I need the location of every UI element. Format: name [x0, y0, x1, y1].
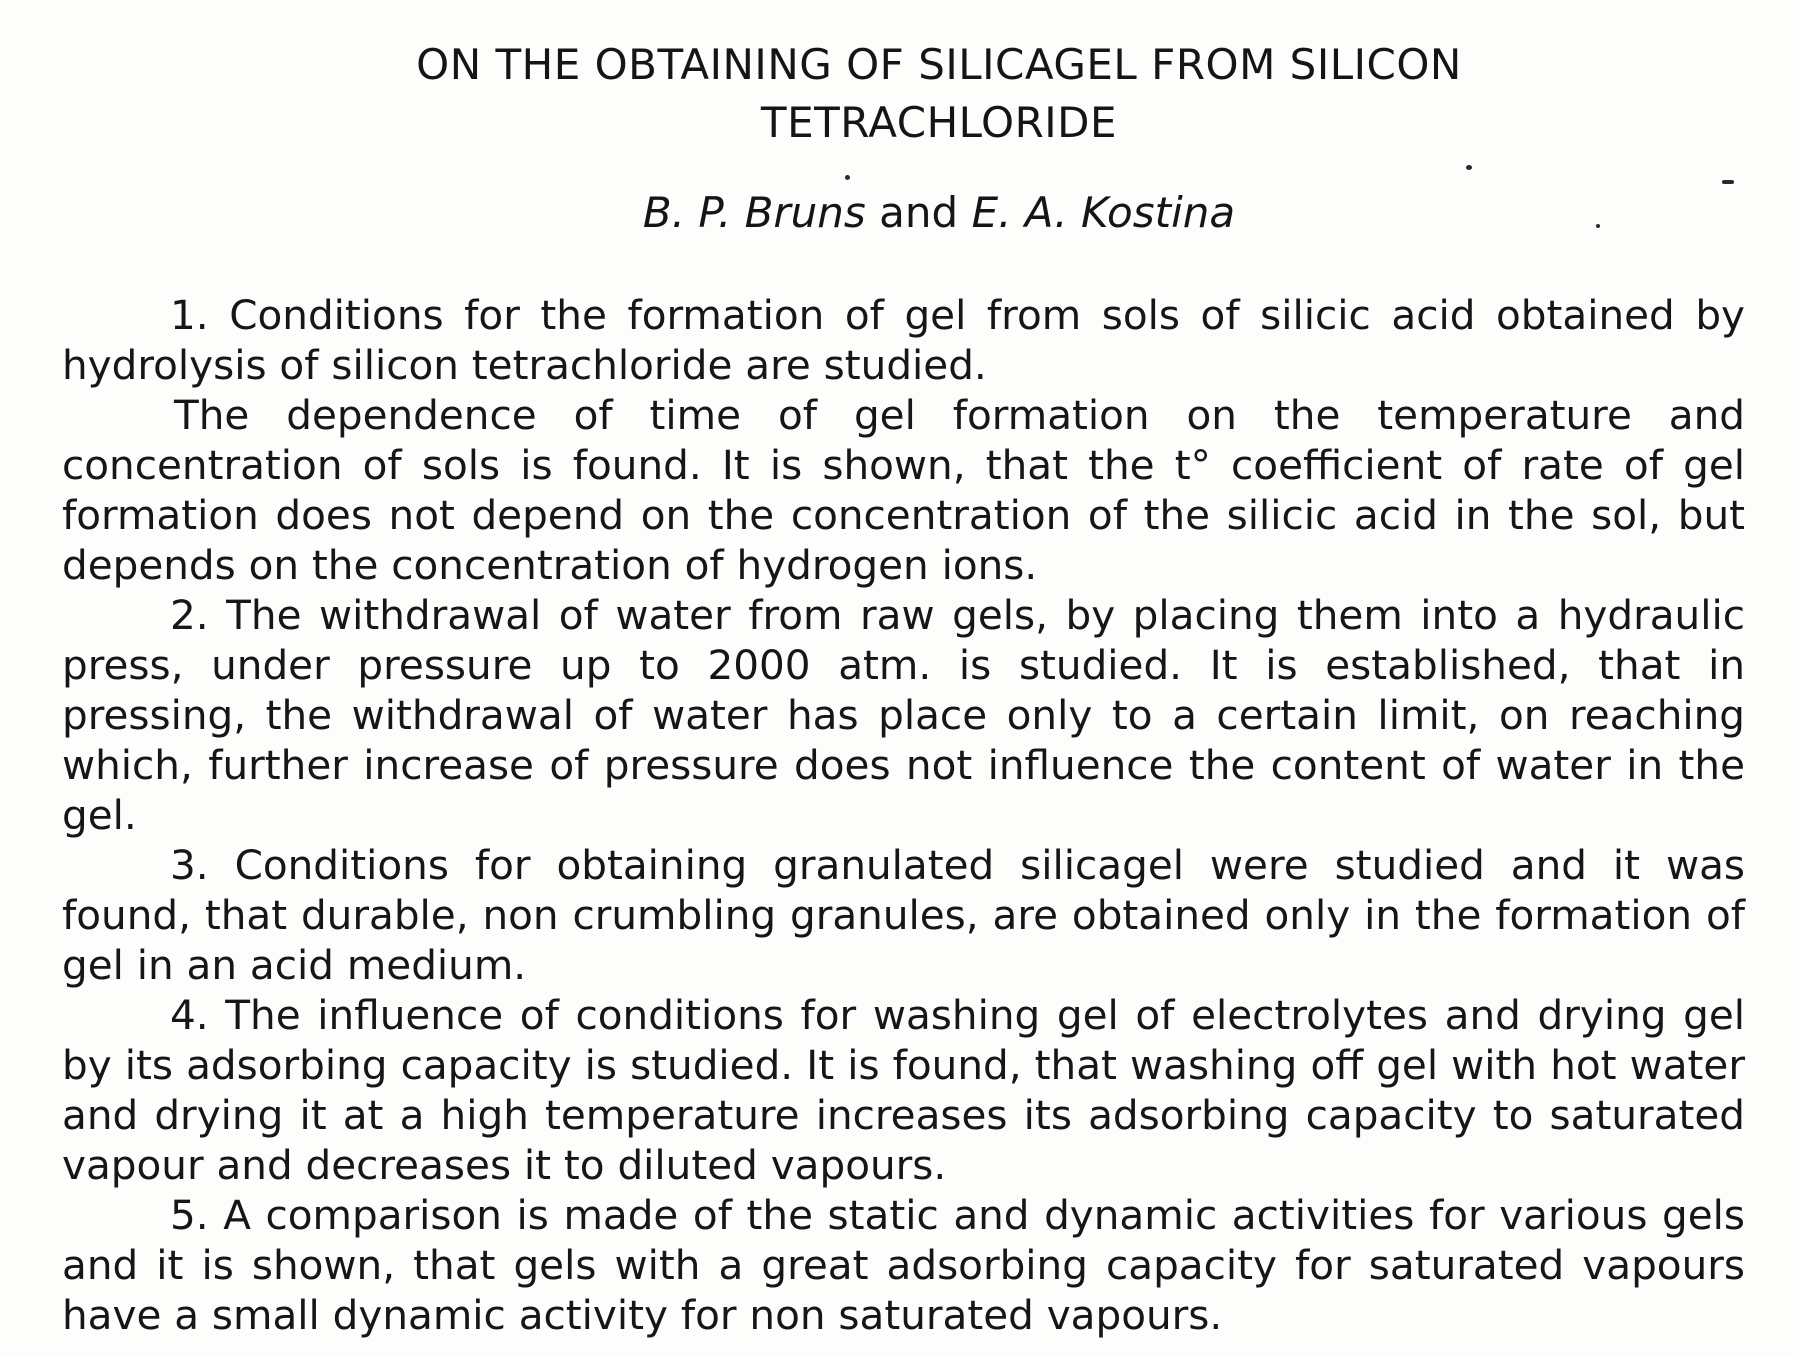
- paragraph-5: 4. The influence of conditions for washing gel of electrolytes and drying gel by its adsorbing capacity is studied. It is found, that washing off gel with hot water and drying it at a high temperature increases its adsorbing capacity to saturated vapour and decreases it to diluted vapours.: [62, 991, 1745, 1189]
- scan-speck: [1466, 165, 1472, 170]
- title-line-2: TETRACHLORIDE: [760, 98, 1118, 147]
- author-1: B. P. Bruns: [642, 188, 866, 237]
- paragraph-6: 5. A comparison is made of the static and dynamic activities for various gels and it is shown, that gels with a great adsorbing capacity for saturated vapours have a small dynamic activity for non saturated vapours.: [62, 1191, 1745, 1339]
- abstract-body: [62, 290, 1745, 1340]
- author-line: [40, 188, 1798, 237]
- scan-speck: [1596, 224, 1600, 228]
- paragraph-3: 2. The withdrawal of water from raw gels, by placing them into a hydraulic press, under pressure up to 2000 atm. is studied. It is established, that in pressing, the withdrawal of water has place only to a certain limit, on reaching which, further increase of pressure does not influence the content of water in the gel.: [62, 591, 1745, 839]
- scan-speck: [1722, 180, 1734, 184]
- scan-speck: [845, 175, 850, 180]
- paragraph-2: The dependence of time of gel formation on the temperature and concentration of sols is found. It is shown, that the t° coefficient of rate of gel formation does not depend on the concentration of the silicic acid in the sol, but depends on the concentration of hydrogen ions.: [62, 391, 1745, 589]
- author-connector: and: [879, 188, 959, 237]
- paragraph-1: 1. Conditions for the formation of gel from sols of silicic acid obtained by hydrolysis of silicon tetrachloride are studied.: [62, 291, 1745, 389]
- author-2: E. A. Kostina: [971, 188, 1236, 237]
- title-line-1: ON THE OBTAINING OF SILICAGEL FROM SILICON: [416, 40, 1462, 89]
- paragraph-4: 3. Conditions for obtaining granulated silicagel were studied and it was found, that durable, non crumbling granules, are obtained only in the formation of gel in an acid medium.: [62, 841, 1745, 989]
